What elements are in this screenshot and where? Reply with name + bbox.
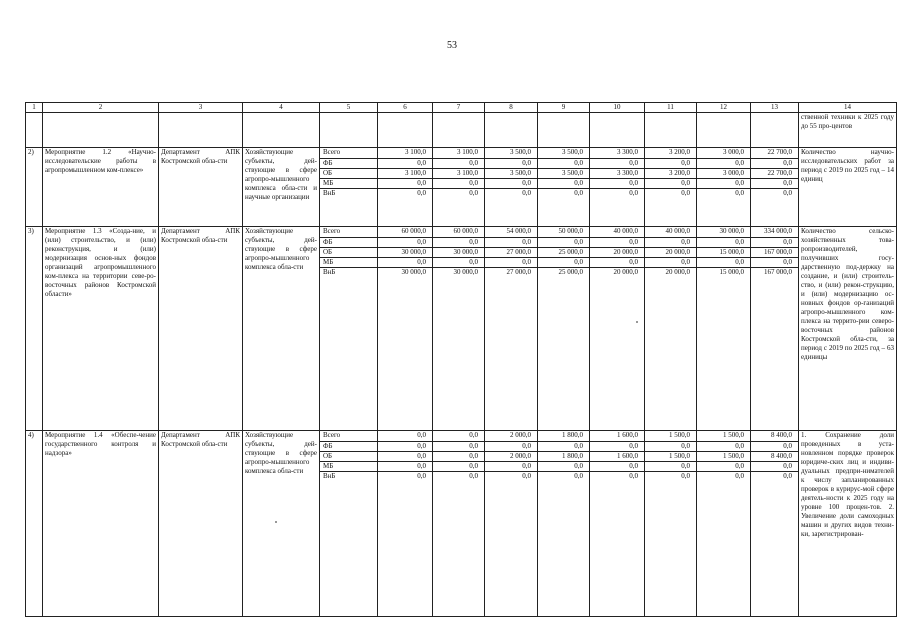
amount-cell: 20 000,0 bbox=[590, 268, 645, 431]
amount-cell: 20 000,0 bbox=[645, 248, 697, 258]
amount-cell: 1 600,0 bbox=[590, 452, 645, 462]
header-cell: 3 bbox=[159, 103, 243, 113]
header-cell: 1 bbox=[26, 103, 43, 113]
header-cell: 5 bbox=[320, 103, 378, 113]
amount-cell: 30 000,0 bbox=[433, 248, 485, 258]
amount-cell: 0,0 bbox=[751, 462, 799, 472]
amount-cell: 2 000,0 bbox=[485, 452, 538, 462]
target-indicator: Количество научно-исследовательских работ за период с 2019 по 2025 год – 14 единиц bbox=[799, 148, 897, 227]
header-cell: 9 bbox=[538, 103, 590, 113]
header-cell: 6 bbox=[378, 103, 433, 113]
amount-cell: 30 000,0 bbox=[378, 248, 433, 258]
amount-cell: 0,0 bbox=[538, 179, 590, 189]
amount-cell: 0,0 bbox=[751, 258, 799, 268]
amount-cell: 3 200,0 bbox=[645, 148, 697, 159]
page-number: 53 bbox=[447, 40, 457, 51]
amount-cell: 3 500,0 bbox=[485, 148, 538, 159]
amount-cell: 27 000,0 bbox=[485, 268, 538, 431]
scan-speck bbox=[636, 321, 638, 323]
amount-cell: 30 000,0 bbox=[433, 268, 485, 431]
amount-cell: 1 800,0 bbox=[538, 431, 590, 442]
amount-cell: 3 300,0 bbox=[590, 169, 645, 179]
amount-cell: 3 100,0 bbox=[433, 148, 485, 159]
amount-cell: 334 000,0 bbox=[751, 227, 799, 238]
continuation-row bbox=[26, 113, 897, 148]
amount-cell: 0,0 bbox=[590, 472, 645, 617]
amount-cell: 0,0 bbox=[378, 462, 433, 472]
amount-cell: 0,0 bbox=[697, 472, 751, 617]
responsible-department: Департамент АПК Костромской обла-сти bbox=[159, 148, 243, 227]
amount-cell: 0,0 bbox=[433, 189, 485, 227]
row-index: 4) bbox=[26, 431, 43, 617]
amount-cell: 1 800,0 bbox=[538, 452, 590, 462]
funding-source: ВнБ bbox=[320, 268, 378, 431]
amount-cell: 1 500,0 bbox=[645, 452, 697, 462]
amount-cell: 0,0 bbox=[590, 179, 645, 189]
participants: Хозяйствующие субъекты, дей-ствующие в сфере агропро-мышленного комплекса обла-сти и научные организации bbox=[243, 148, 320, 227]
program-activities-table bbox=[25, 102, 897, 617]
empty-cell bbox=[751, 113, 799, 148]
empty-cell bbox=[378, 113, 433, 148]
amount-cell: 60 000,0 bbox=[378, 227, 433, 238]
responsible-department: Департамент АПК Костромской обла-сти bbox=[159, 227, 243, 431]
amount-cell: 0,0 bbox=[697, 238, 751, 248]
funding-source: Всего bbox=[320, 431, 378, 442]
funding-source: ФБ bbox=[320, 238, 378, 248]
amount-cell: 167 000,0 bbox=[751, 268, 799, 431]
amount-cell: 0,0 bbox=[751, 179, 799, 189]
row-index: 2) bbox=[26, 148, 43, 227]
amount-cell: 3 500,0 bbox=[538, 169, 590, 179]
amount-cell: 0,0 bbox=[378, 431, 433, 442]
funding-source: ВнБ bbox=[320, 189, 378, 227]
amount-cell: 3 000,0 bbox=[697, 169, 751, 179]
amount-cell: 0,0 bbox=[645, 462, 697, 472]
amount-cell: 0,0 bbox=[538, 472, 590, 617]
amount-cell: 0,0 bbox=[645, 238, 697, 248]
amount-cell: 0,0 bbox=[485, 472, 538, 617]
amount-cell: 20 000,0 bbox=[590, 248, 645, 258]
amount-cell: 0,0 bbox=[751, 159, 799, 169]
amount-cell: 0,0 bbox=[538, 442, 590, 452]
funding-source: Всего bbox=[320, 148, 378, 159]
amount-cell: 0,0 bbox=[485, 238, 538, 248]
amount-cell: 0,0 bbox=[433, 452, 485, 462]
amount-cell: 8 400,0 bbox=[751, 452, 799, 462]
amount-cell: 0,0 bbox=[485, 179, 538, 189]
amount-cell: 60 000,0 bbox=[433, 227, 485, 238]
funding-source: ОБ bbox=[320, 248, 378, 258]
header-cell: 7 bbox=[433, 103, 485, 113]
empty-cell bbox=[243, 113, 320, 148]
table-row bbox=[26, 148, 897, 159]
amount-cell: 0,0 bbox=[433, 462, 485, 472]
amount-cell: 0,0 bbox=[538, 159, 590, 169]
amount-cell: 1 500,0 bbox=[697, 452, 751, 462]
row-index: 3) bbox=[26, 227, 43, 431]
amount-cell: 0,0 bbox=[697, 442, 751, 452]
header-cell: 13 bbox=[751, 103, 799, 113]
amount-cell: 0,0 bbox=[538, 462, 590, 472]
amount-cell: 0,0 bbox=[697, 462, 751, 472]
amount-cell: 0,0 bbox=[751, 189, 799, 227]
amount-cell: 0,0 bbox=[538, 238, 590, 248]
amount-cell: 3 500,0 bbox=[485, 169, 538, 179]
funding-source: ФБ bbox=[320, 159, 378, 169]
amount-cell: 40 000,0 bbox=[590, 227, 645, 238]
amount-cell: 0,0 bbox=[697, 179, 751, 189]
amount-cell: 0,0 bbox=[751, 238, 799, 248]
funding-source: ОБ bbox=[320, 452, 378, 462]
amount-cell: 27 000,0 bbox=[485, 248, 538, 258]
amount-cell: 1 500,0 bbox=[697, 431, 751, 442]
amount-cell: 0,0 bbox=[697, 258, 751, 268]
target-indicator: Количество сельско-хозяйственных това-ропроизводителей, получивших госу-дарственную под-держку на создание, и (или) строитель-ство, и (или) рекон-струкцию, и (или) модернизацию ос-новных фондов ор-ганизаций агропро-мышленного ком-плекса на террито-рии северо-восточных районов Костромской обла-сти, за период с 2019 по 2025 год – 63 единицы bbox=[799, 227, 897, 431]
amount-cell: 0,0 bbox=[485, 189, 538, 227]
amount-cell: 167 000,0 bbox=[751, 248, 799, 258]
header-cell: 4 bbox=[243, 103, 320, 113]
amount-cell: 0,0 bbox=[433, 238, 485, 248]
funding-source: МБ bbox=[320, 462, 378, 472]
participants: Хозяйствующие субъекты, дей-ствующие в сфере агропро-мышленного комплекса обла-сти bbox=[243, 431, 320, 617]
amount-cell: 0,0 bbox=[645, 179, 697, 189]
table-row bbox=[26, 431, 897, 442]
amount-cell: 3 100,0 bbox=[378, 169, 433, 179]
amount-cell: 0,0 bbox=[485, 442, 538, 452]
activity-name: Мероприятие 1.4 «Обеспе-чение государственного контроля и надзора» bbox=[43, 431, 159, 617]
amount-cell: 0,0 bbox=[378, 472, 433, 617]
header-cell: 10 bbox=[590, 103, 645, 113]
amount-cell: 3 000,0 bbox=[697, 148, 751, 159]
amount-cell: 3 200,0 bbox=[645, 169, 697, 179]
amount-cell: 0,0 bbox=[378, 452, 433, 462]
indicator-continuation: ственной техники к 2025 году до 55 про-центов bbox=[799, 113, 897, 148]
funding-source: Всего bbox=[320, 227, 378, 238]
empty-cell bbox=[697, 113, 751, 148]
empty-cell bbox=[43, 113, 159, 148]
scan-speck bbox=[275, 521, 277, 523]
amount-cell: 0,0 bbox=[378, 442, 433, 452]
funding-source: ФБ bbox=[320, 442, 378, 452]
amount-cell: 2 000,0 bbox=[485, 431, 538, 442]
amount-cell: 20 000,0 bbox=[645, 268, 697, 431]
empty-cell bbox=[485, 113, 538, 148]
amount-cell: 15 000,0 bbox=[697, 248, 751, 258]
amount-cell: 15 000,0 bbox=[697, 268, 751, 431]
amount-cell: 54 000,0 bbox=[485, 227, 538, 238]
amount-cell: 0,0 bbox=[485, 159, 538, 169]
amount-cell: 1 500,0 bbox=[645, 431, 697, 442]
amount-cell: 0,0 bbox=[645, 258, 697, 268]
amount-cell: 0,0 bbox=[378, 258, 433, 268]
amount-cell: 0,0 bbox=[645, 472, 697, 617]
amount-cell: 0,0 bbox=[697, 159, 751, 169]
amount-cell: 0,0 bbox=[378, 179, 433, 189]
amount-cell: 1 600,0 bbox=[590, 431, 645, 442]
empty-cell bbox=[538, 113, 590, 148]
amount-cell: 3 500,0 bbox=[538, 148, 590, 159]
amount-cell: 30 000,0 bbox=[697, 227, 751, 238]
empty-cell bbox=[26, 113, 43, 148]
amount-cell: 0,0 bbox=[538, 189, 590, 227]
header-cell: 8 bbox=[485, 103, 538, 113]
amount-cell: 0,0 bbox=[433, 258, 485, 268]
participants: Хозяйствующие субъекты, дей-ствующие в сфере агропро-мышленного комплекса обла-сти bbox=[243, 227, 320, 431]
header-cell: 2 bbox=[43, 103, 159, 113]
amount-cell: 0,0 bbox=[645, 189, 697, 227]
table-row bbox=[26, 227, 897, 238]
amount-cell: 0,0 bbox=[433, 442, 485, 452]
amount-cell: 0,0 bbox=[378, 189, 433, 227]
amount-cell: 8 400,0 bbox=[751, 431, 799, 442]
amount-cell: 0,0 bbox=[645, 159, 697, 169]
amount-cell: 0,0 bbox=[433, 472, 485, 617]
amount-cell: 0,0 bbox=[645, 442, 697, 452]
amount-cell: 0,0 bbox=[590, 442, 645, 452]
amount-cell: 0,0 bbox=[751, 472, 799, 617]
amount-cell: 0,0 bbox=[590, 258, 645, 268]
amount-cell: 0,0 bbox=[433, 431, 485, 442]
amount-cell: 0,0 bbox=[590, 238, 645, 248]
funding-source: ОБ bbox=[320, 169, 378, 179]
empty-cell bbox=[159, 113, 243, 148]
activity-name: Мероприятие 1.3 «Созда-ние, и (или) строительство, и (или) реконструкция, и (или) модернизация основ-ных фондов организаций агропромышленного ком-плекса на территории севе-ро-восточных районов Костромской области» bbox=[43, 227, 159, 431]
amount-cell: 3 100,0 bbox=[433, 169, 485, 179]
amount-cell: 50 000,0 bbox=[538, 227, 590, 238]
empty-cell bbox=[433, 113, 485, 148]
amount-cell: 0,0 bbox=[433, 159, 485, 169]
amount-cell: 22 700,0 bbox=[751, 169, 799, 179]
amount-cell: 25 000,0 bbox=[538, 268, 590, 431]
empty-cell bbox=[590, 113, 645, 148]
amount-cell: 0,0 bbox=[697, 189, 751, 227]
amount-cell: 0,0 bbox=[590, 462, 645, 472]
amount-cell: 0,0 bbox=[590, 189, 645, 227]
header-cell: 12 bbox=[697, 103, 751, 113]
amount-cell: 3 100,0 bbox=[378, 148, 433, 159]
header-cell: 14 bbox=[799, 103, 897, 113]
amount-cell: 0,0 bbox=[485, 462, 538, 472]
amount-cell: 0,0 bbox=[590, 159, 645, 169]
activity-name: Мероприятие 1.2 «Научно-исследовательские работы в агропромышленном ком-плексе» bbox=[43, 148, 159, 227]
amount-cell: 0,0 bbox=[433, 179, 485, 189]
amount-cell: 0,0 bbox=[485, 258, 538, 268]
amount-cell: 0,0 bbox=[378, 159, 433, 169]
target-indicator: 1. Сохранение доли проведенных в уста-новленном порядке проверок юридиче-ских лиц и индиви-дуальных предпри-нимателей к числу запланированных проверок в курирус-мой сфере деятель-ности к 2025 году на уровне 100 процен-тов. 2. Увеличение доли самоходных машин и других видов техни-ки, зарегистрирован- bbox=[799, 431, 897, 617]
amount-cell: 0,0 bbox=[751, 442, 799, 452]
funding-source: МБ bbox=[320, 179, 378, 189]
amount-cell: 0,0 bbox=[538, 258, 590, 268]
funding-source: ВнБ bbox=[320, 472, 378, 617]
responsible-department: Департамент АПК Костромской обла-сти bbox=[159, 431, 243, 617]
amount-cell: 0,0 bbox=[378, 238, 433, 248]
header-cell: 11 bbox=[645, 103, 697, 113]
empty-cell bbox=[320, 113, 378, 148]
header-row bbox=[26, 103, 897, 113]
funding-source: МБ bbox=[320, 258, 378, 268]
amount-cell: 22 700,0 bbox=[751, 148, 799, 159]
amount-cell: 3 300,0 bbox=[590, 148, 645, 159]
amount-cell: 40 000,0 bbox=[645, 227, 697, 238]
empty-cell bbox=[645, 113, 697, 148]
amount-cell: 25 000,0 bbox=[538, 248, 590, 258]
amount-cell: 30 000,0 bbox=[378, 268, 433, 431]
